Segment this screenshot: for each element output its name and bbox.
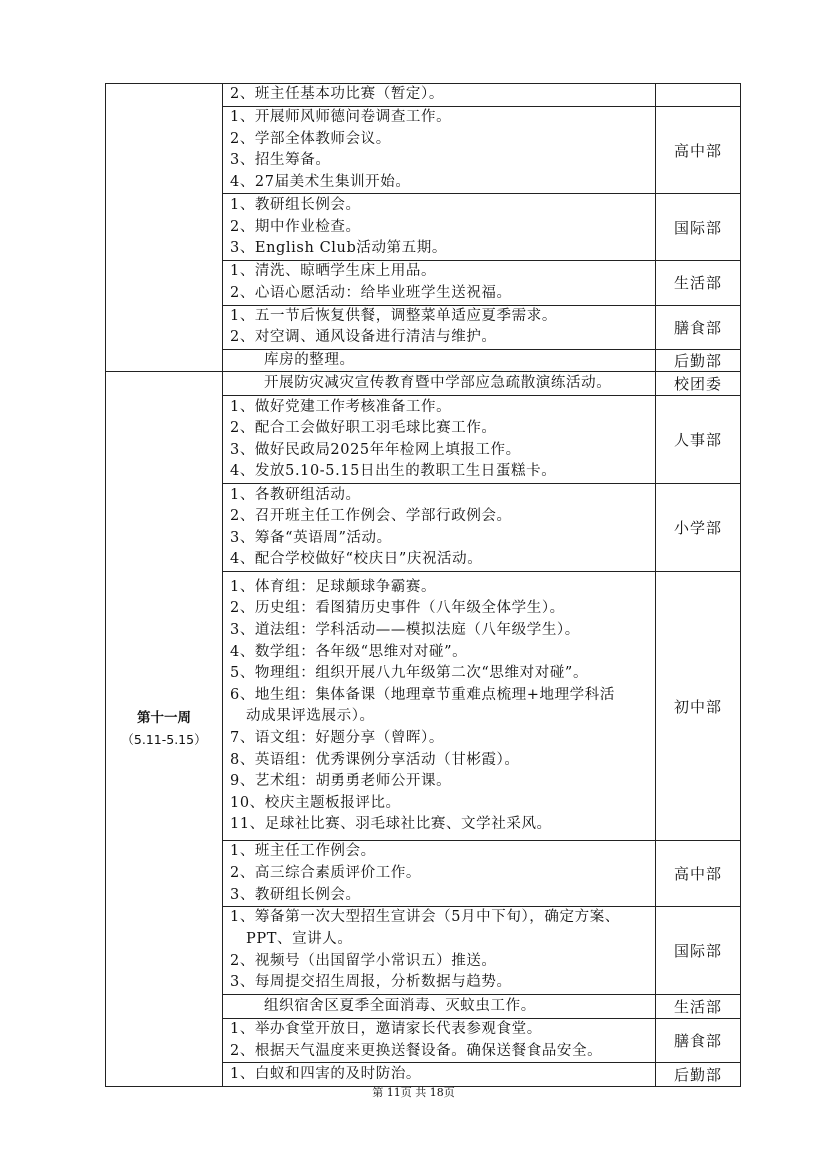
content-line: 1、体育组：足球颠球争霸赛。 xyxy=(230,578,437,595)
dept-cell: 生活部 xyxy=(656,995,741,1019)
content-cell xyxy=(223,261,656,305)
dept-cell: 国际部 xyxy=(656,194,741,261)
content-line: 7、语文组：好题分享（曾晖）。 xyxy=(230,729,444,746)
content-line: 8、英语组：优秀课例分享活动（甘彬霞）。 xyxy=(230,751,520,768)
content-line: 3、每周提交招生周报，分析数据与趋势。 xyxy=(230,974,512,991)
content-cell xyxy=(223,1019,656,1063)
content-cell xyxy=(223,572,656,841)
page-footer: 第 11页 共 18页 xyxy=(372,1086,455,1099)
content-line: 开展防灾减灾宣传教育暨中学部应急疏散演练活动。 xyxy=(264,375,612,392)
dept-cell: 初中部 xyxy=(656,572,741,841)
content-cell xyxy=(223,194,656,261)
content-line: 3、筹备“英语周”活动。 xyxy=(230,529,392,546)
week-title: 第十一周 xyxy=(137,710,191,727)
content-line: 2、配合工会做好职工羽毛球比赛工作。 xyxy=(230,420,497,437)
content-line: 3、道法组：学科活动——模拟法庭（八年级学生）。 xyxy=(230,621,580,638)
content-line: 组织宿舍区夏季全面消毒、灭蚊虫工作。 xyxy=(264,997,536,1014)
dept-cell: 生活部 xyxy=(656,261,741,305)
content-line: 5、物理组：组织开展八九年级第二次“思维对对碰”。 xyxy=(230,665,589,682)
content-cell xyxy=(223,396,656,484)
content-cell xyxy=(223,372,656,396)
content-line: 11、足球社比赛、羽毛球社比赛、文学社采风。 xyxy=(230,816,552,833)
content-line: 2、召开班主任工作例会、学部行政例会。 xyxy=(230,508,512,525)
content-cell xyxy=(223,841,656,907)
content-line: 3、招生筹备。 xyxy=(230,152,331,169)
content-cell xyxy=(223,84,656,107)
table-row xyxy=(106,84,741,107)
content-line: 4、数学组：各年级“思维对对碰”。 xyxy=(230,643,468,660)
content-line: 1、白蚁和四害的及时防治。 xyxy=(230,1066,422,1083)
content-line: 2、根据天气温度来更换送餐设备。确保送餐食品安全。 xyxy=(230,1042,603,1059)
content-line: 库房的整理。 xyxy=(264,351,355,368)
content-line: 2、历史组：看图猜历史事件（八年级全体学生）。 xyxy=(230,600,565,617)
week-range: （5.11-5.15） xyxy=(121,732,207,748)
content-line: 2、班主任基本功比赛（暂定）。 xyxy=(230,86,444,103)
content-line: 9、艺术组：胡勇勇老师公开课。 xyxy=(230,773,452,790)
content-line: 3、做好民政局2025年年检网上填报工作。 xyxy=(230,441,521,458)
content-line: PPT、宣讲人。 xyxy=(246,931,353,948)
content-line: 动成果评选展示）。 xyxy=(246,708,375,725)
content-line: 2、心语心愿活动：给毕业班学生送祝福。 xyxy=(230,284,512,301)
content-cell xyxy=(223,107,656,194)
dept-cell: 高中部 xyxy=(656,107,741,194)
dept-cell: 高中部 xyxy=(656,841,741,907)
content-line: 4、发放5.10-5.15日出生的教职工生日蛋糕卡。 xyxy=(230,463,557,480)
content-cell xyxy=(223,995,656,1019)
schedule-table xyxy=(105,83,741,1087)
dept-cell: 小学部 xyxy=(656,484,741,572)
content-line: 2、高三综合素质评价工作。 xyxy=(230,864,422,881)
content-line: 1、开展师风师德问卷调查工作。 xyxy=(230,109,452,125)
content-line: 1、教研组长例会。 xyxy=(230,196,361,213)
dept-cell: 国际部 xyxy=(656,907,741,995)
content-cell xyxy=(223,484,656,572)
dept-cell xyxy=(656,84,741,107)
content-line: 3、English Club活动第五期。 xyxy=(230,240,447,257)
prev-week-cell xyxy=(106,84,223,372)
dept-cell: 后勤部 xyxy=(656,1063,741,1087)
content-cell xyxy=(223,305,656,349)
content-line: 1、各教研组活动。 xyxy=(230,486,361,503)
week-cell xyxy=(106,372,223,1087)
content-line: 10、校庆主题板报评比。 xyxy=(230,794,401,811)
content-line: 4、27届美术生集训开始。 xyxy=(230,173,411,190)
content-line: 2、学部全体教师会议。 xyxy=(230,130,391,147)
content-line: 2、视频号（出国留学小常识五）推送。 xyxy=(230,952,497,969)
content-line: 1、筹备第一次大型招生宣讲会（5月中下旬），确定方案、 xyxy=(230,909,620,926)
content-line: 2、期中作业检查。 xyxy=(230,218,361,235)
content-line: 6、地生组：集体备课（地理章节重难点梳理+地理学科活 xyxy=(230,686,615,703)
content-line: 2、对空调、通风设备进行清洁与维护。 xyxy=(230,329,497,346)
dept-cell: 膳食部 xyxy=(656,1019,741,1063)
content-line: 4、配合学校做好“校庆日”庆祝活动。 xyxy=(230,551,483,568)
content-line: 1、班主任工作例会。 xyxy=(230,843,376,860)
content-line: 1、做好党建工作考核准备工作。 xyxy=(230,398,452,415)
table-row xyxy=(106,372,741,396)
content-cell xyxy=(223,349,656,372)
dept-cell: 膳食部 xyxy=(656,305,741,349)
content-line: 1、举办食堂开放日，邀请家长代表参观食堂。 xyxy=(230,1021,542,1038)
dept-cell: 校团委 xyxy=(656,372,741,396)
dept-cell: 后勤部 xyxy=(656,349,741,372)
content-line: 1、清洗、晾晒学生床上用品。 xyxy=(230,263,437,280)
content-line: 3、教研组长例会。 xyxy=(230,886,361,903)
dept-cell: 人事部 xyxy=(656,396,741,484)
content-line: 1、五一节后恢复供餐，调整菜单适应夏季需求。 xyxy=(230,307,557,324)
content-cell xyxy=(223,907,656,995)
